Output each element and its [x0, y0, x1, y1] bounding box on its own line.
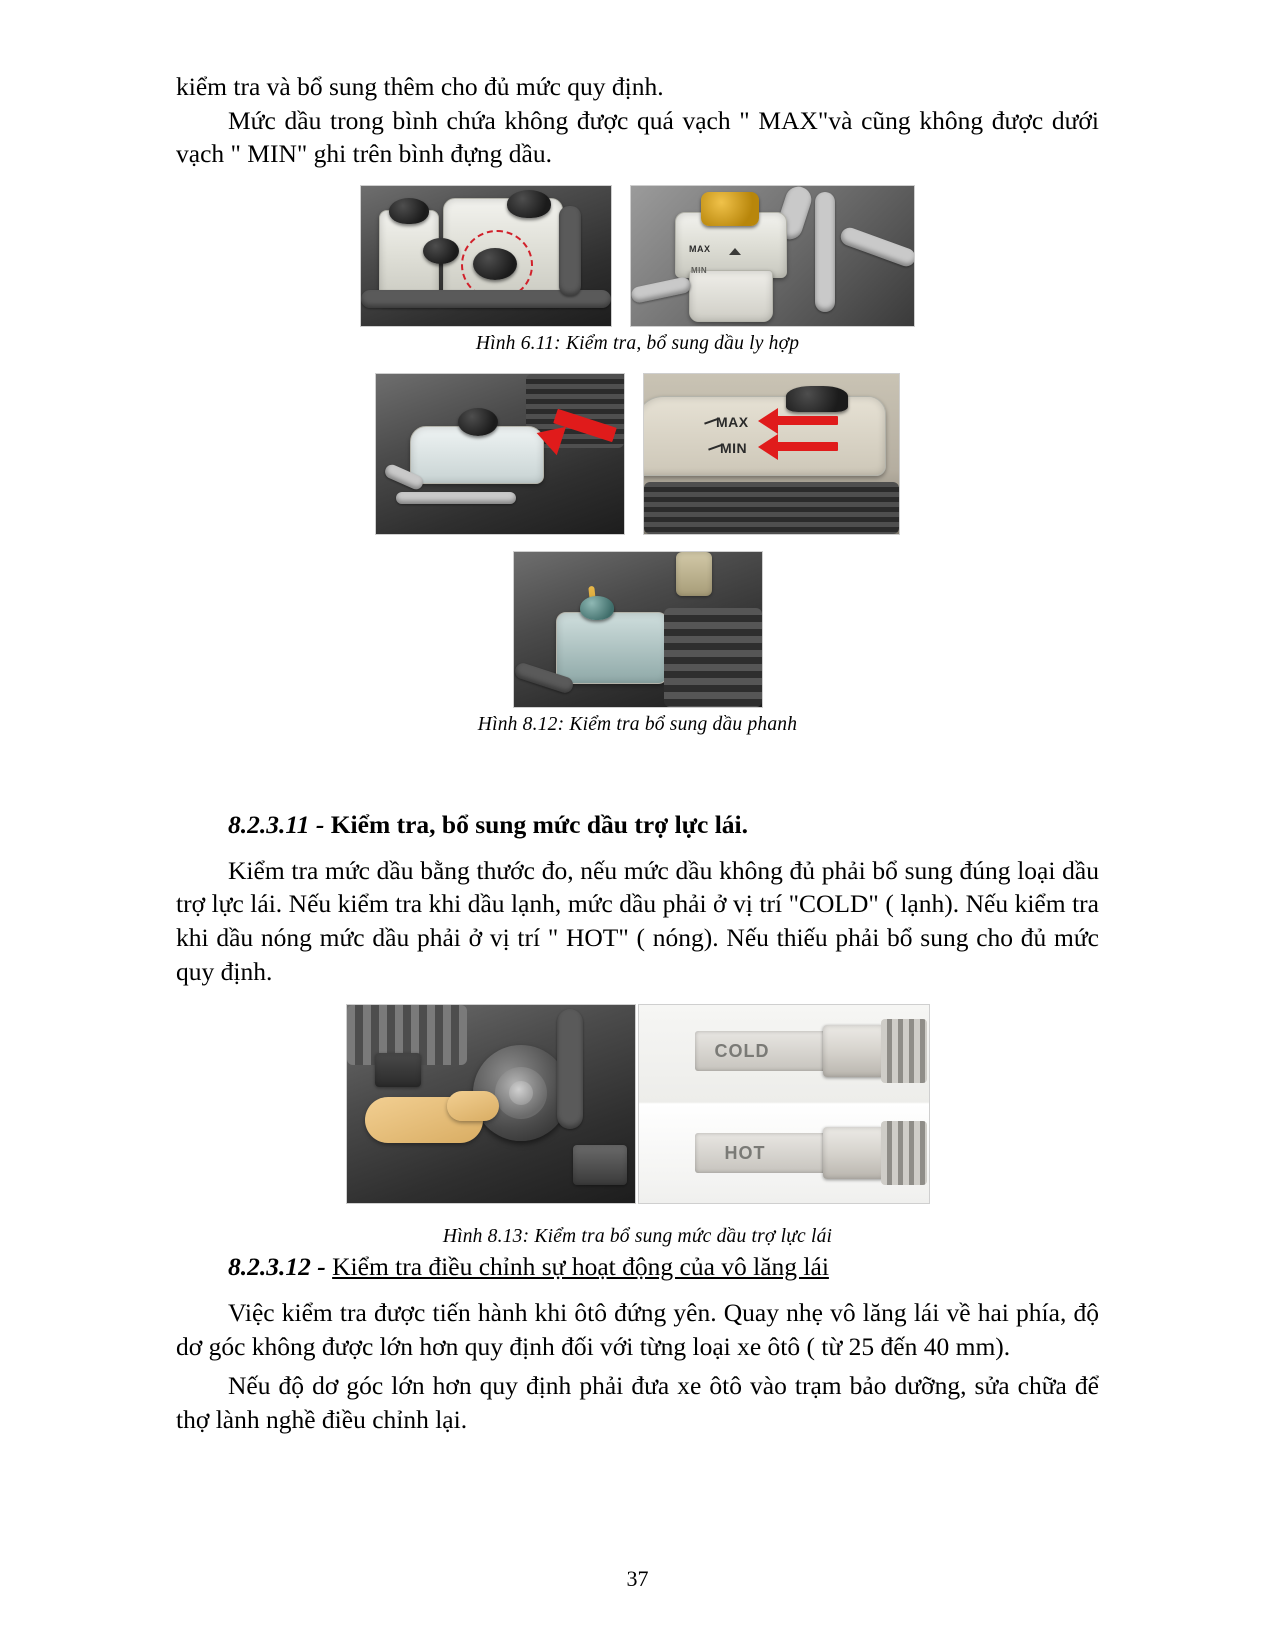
paragraph-2: Mức dầu trong bình chứa không được quá vạch " MAX"và cũng không được dưới vạch " MIN" ghi trên bình đựng dầu. [176, 105, 1099, 169]
figure-8-12-image-bottom [513, 551, 763, 708]
max-label: MAX [716, 413, 749, 430]
hot-label: HOT [724, 1143, 766, 1164]
heading-title: Kiểm tra điều chỉnh sự hoạt động của vô lăng lái [332, 1252, 829, 1282]
figure-6-11-image-right [630, 185, 915, 327]
figure-8-12-image-right [643, 373, 900, 535]
max-label: MAX [689, 243, 711, 254]
heading-8-2-3-12 [176, 1250, 1099, 1284]
page-number: 37 [626, 1566, 649, 1591]
min-label: MIN [691, 265, 708, 275]
figure-8-12-caption: Hình 8.12: Kiểm tra bổ sung dầu phanh [477, 713, 798, 735]
heading-number: 8.2.3.12 - [228, 1252, 326, 1282]
paragraph-4: Việc kiểm tra được tiến hành khi ôtô đứng yên. Quay nhẹ vô lăng lái về hai phía, độ dơ góc không được lớn hơn quy định đối với từng loại xe ôtô ( từ 25 đến 40 mm). [176, 1297, 1099, 1361]
paragraph-5: Nếu độ dơ góc lớn hơn quy định phải đưa xe ôtô vào trạm bảo dưỡng, sửa chữa để thợ lành nghề điều chỉnh lại. [176, 1371, 1099, 1434]
figure-6-11-image-left [360, 185, 612, 327]
figure-8-13-image-right [638, 1004, 930, 1204]
paragraph-1: kiểm tra và bổ sung thêm cho đủ mức quy định. [176, 72, 664, 101]
figure-6-11 [176, 185, 1099, 355]
figure-8-13-image-left [346, 1004, 636, 1204]
figure-8-13 [176, 1004, 1099, 1248]
figure-6-11-caption: Hình 6.11: Kiểm tra, bổ sung dầu ly hợp [475, 332, 800, 354]
heading-8-2-3-11 [176, 808, 1099, 842]
heading-title: Kiểm tra, bổ sung mức dầu trợ lực lái. [330, 809, 749, 839]
figure-8-12 [176, 373, 1099, 736]
cold-label: COLD [714, 1041, 770, 1062]
heading-number: 8.2.3.11 - [228, 809, 325, 839]
paragraph-3: Kiểm tra mức dầu bằng thước đo, nếu mức dầu không đủ phải bổ sung đúng loại dầu trợ lực lái. Nếu kiểm tra khi dầu lạnh, mức dầu phải ở vị trí "COLD" ( lạnh). Nếu kiểm tra khi dầu nóng mức dầu phải ở vị trí " HOT" ( nóng). Nếu thiếu phải bổ sung cho đủ mức quy định. [176, 855, 1099, 986]
min-label: MIN [720, 439, 748, 456]
figure-8-13-caption: Hình 8.13: Kiểm tra bổ sung mức dầu trợ lực lái [442, 1226, 833, 1248]
figure-8-12-image-left [375, 373, 625, 535]
